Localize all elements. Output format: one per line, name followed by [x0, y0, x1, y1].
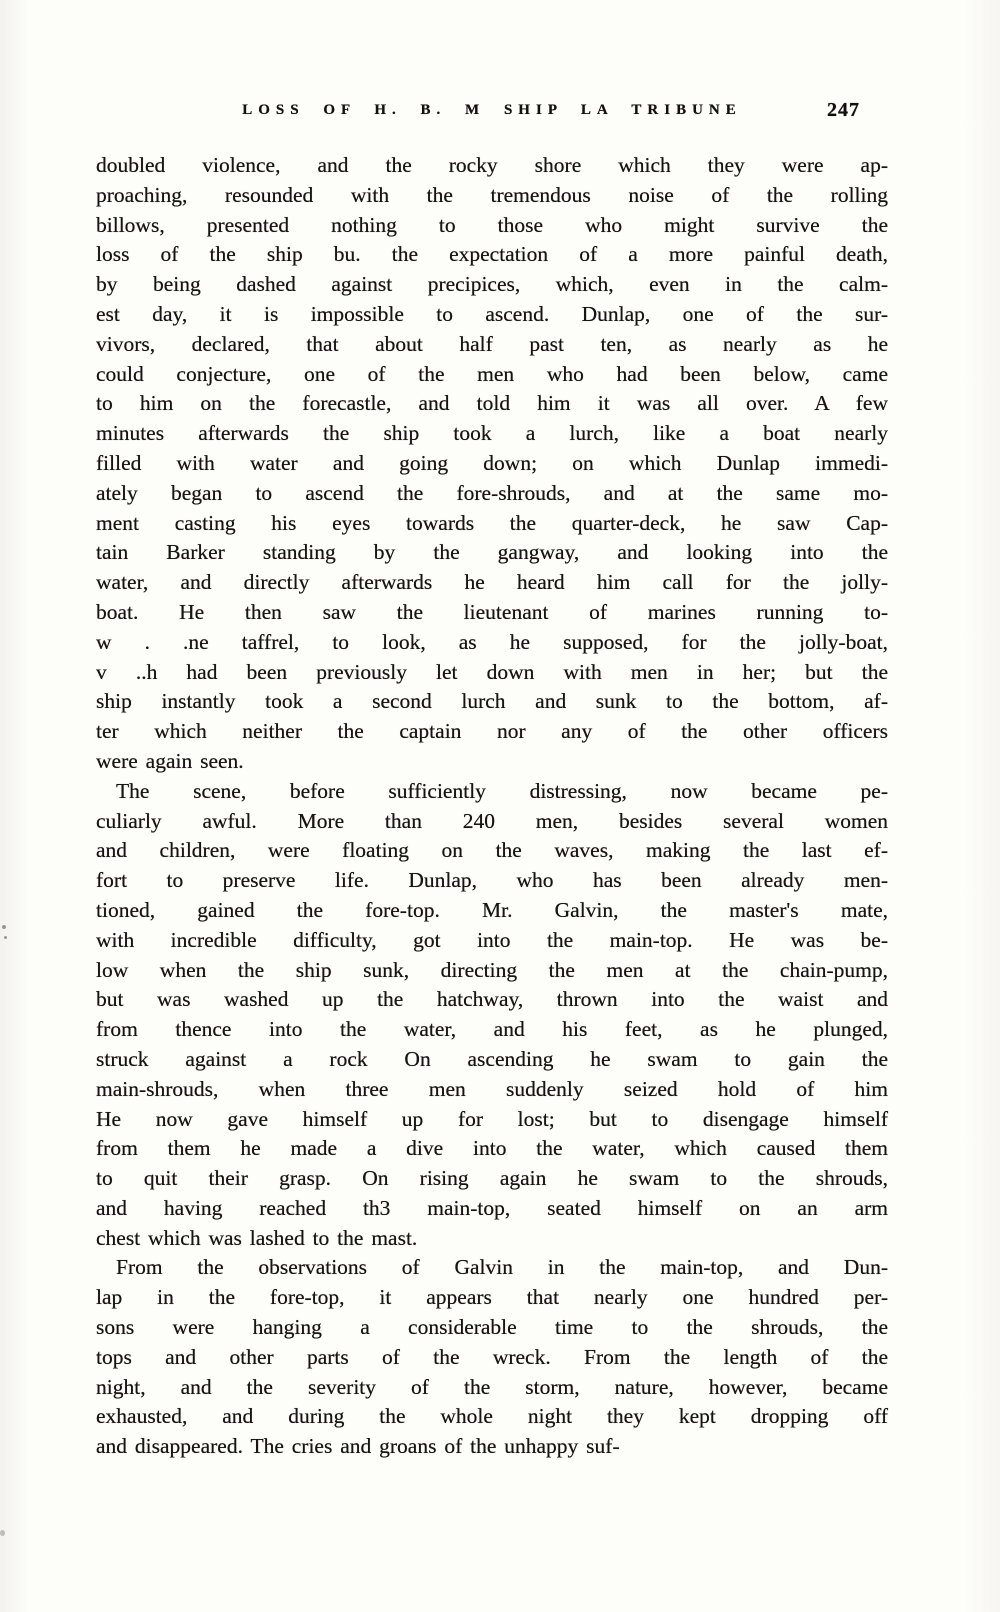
text-line: but was washed up the hatchway, thrown into the waist and	[96, 987, 888, 1012]
text-line: boat. He then saw the lieutenant of marines running to-	[96, 599, 888, 624]
text-line: est day, it is impossible to ascend. Dunlap, one of the sur-	[96, 301, 888, 326]
text-line: could conjecture, one of the men who had been below, came	[96, 361, 888, 386]
text-line: and disappeared. The cries and groans of the unhappy suf-	[96, 1434, 620, 1459]
paragraph	[96, 1253, 888, 1462]
text-line: billows, presented nothing to those who might survive the	[96, 212, 888, 237]
scan-speck	[2, 925, 6, 929]
text-line: tops and other parts of the wreck. From the length of the	[96, 1344, 888, 1369]
text-line: ship instantly took a second lurch and sunk to the bottom, af-	[96, 689, 888, 714]
running-header	[96, 99, 888, 128]
running-title: LOSS OF H. B. M SHIP LA TRIBUNE	[242, 102, 742, 118]
text-line: by being dashed against precipices, which, even in the calm-	[96, 272, 888, 297]
text-line: minutes afterwards the ship took a lurch, like a boat nearly	[96, 421, 888, 446]
text-line: main-shrouds, when three men suddenly seized hold of him	[96, 1076, 888, 1101]
text-line: ment casting his eyes towards the quarter-deck, he saw Cap-	[96, 510, 888, 535]
text-line: struck against a rock On ascending he swam to gain the	[96, 1046, 888, 1071]
text-line: low when the ship sunk, directing the men at the chain-pump,	[96, 957, 888, 982]
scan-speck	[0, 1530, 5, 1536]
text-line: vivors, declared, that about half past ten, as nearly as he	[96, 331, 888, 356]
text-line: doubled violence, and the rocky shore which they were ap-	[96, 153, 888, 177]
text-line: ately began to ascend the fore-shrouds, and at the same mo-	[96, 480, 888, 505]
paragraph	[96, 151, 888, 777]
text-line: tioned, gained the fore-top. Mr. Galvin, the master's mate,	[96, 897, 888, 922]
text-line: tain Barker standing by the gangway, and looking into the	[96, 540, 888, 565]
text-line: The scene, before sufficiently distressing, now became pe-	[116, 778, 888, 803]
scan-speck	[4, 936, 7, 939]
text-line: and having reached th3 main-top, seated himself on an arm	[96, 1195, 888, 1220]
text-line: from them he made a dive into the water, which caused them	[96, 1136, 888, 1161]
text-line: water, and directly afterwards he heard him call for the jolly-	[96, 570, 888, 595]
text-line: culiarly awful. More than 240 men, besides several women	[96, 808, 888, 833]
text-block	[96, 151, 888, 1462]
text-line: and children, were floating on the waves, making the last ef-	[96, 838, 888, 863]
text-line: chest which was lashed to the mast.	[96, 1225, 418, 1250]
text-line: fort to preserve life. Dunlap, who has been already men-	[96, 868, 888, 893]
paragraph	[96, 777, 888, 1254]
text-line: v ..h had been previously let down with men in her; but the	[96, 659, 888, 684]
page-number: 247	[827, 99, 860, 121]
text-line: were again seen.	[96, 748, 244, 773]
text-line: to him on the forecastle, and told him it was all over. A few	[96, 391, 888, 416]
text-line: filled with water and going down; on which Dunlap immedi-	[96, 450, 888, 475]
text-line: night, and the severity of the storm, nature, however, became	[96, 1374, 888, 1399]
text-line: exhausted, and during the whole night they kept dropping off	[96, 1404, 888, 1429]
text-line: proaching, resounded with the tremendous noise of the rolling	[96, 182, 888, 207]
text-line: ter which neither the captain nor any of the other officers	[96, 719, 888, 744]
text-line: from thence into the water, and his feet, as he plunged,	[96, 1017, 888, 1042]
text-line: lap in the fore-top, it appears that nearly one hundred per-	[96, 1285, 888, 1310]
text-line: From the observations of Galvin in the main-top, and Dun-	[116, 1255, 888, 1280]
text-line: to quit their grasp. On rising again he swam to the shrouds,	[96, 1166, 888, 1191]
text-line: He now gave himself up for lost; but to disengage himself	[96, 1106, 888, 1131]
text-line: w . .ne taffrel, to look, as he supposed, for the jolly-boat,	[96, 629, 888, 654]
text-line: loss of the ship bu. the expectation of a more painful death,	[96, 242, 888, 267]
text-line: with incredible difficulty, got into the main-top. He was be-	[96, 927, 888, 952]
text-line: sons were hanging a considerable time to the shrouds, the	[96, 1315, 888, 1340]
